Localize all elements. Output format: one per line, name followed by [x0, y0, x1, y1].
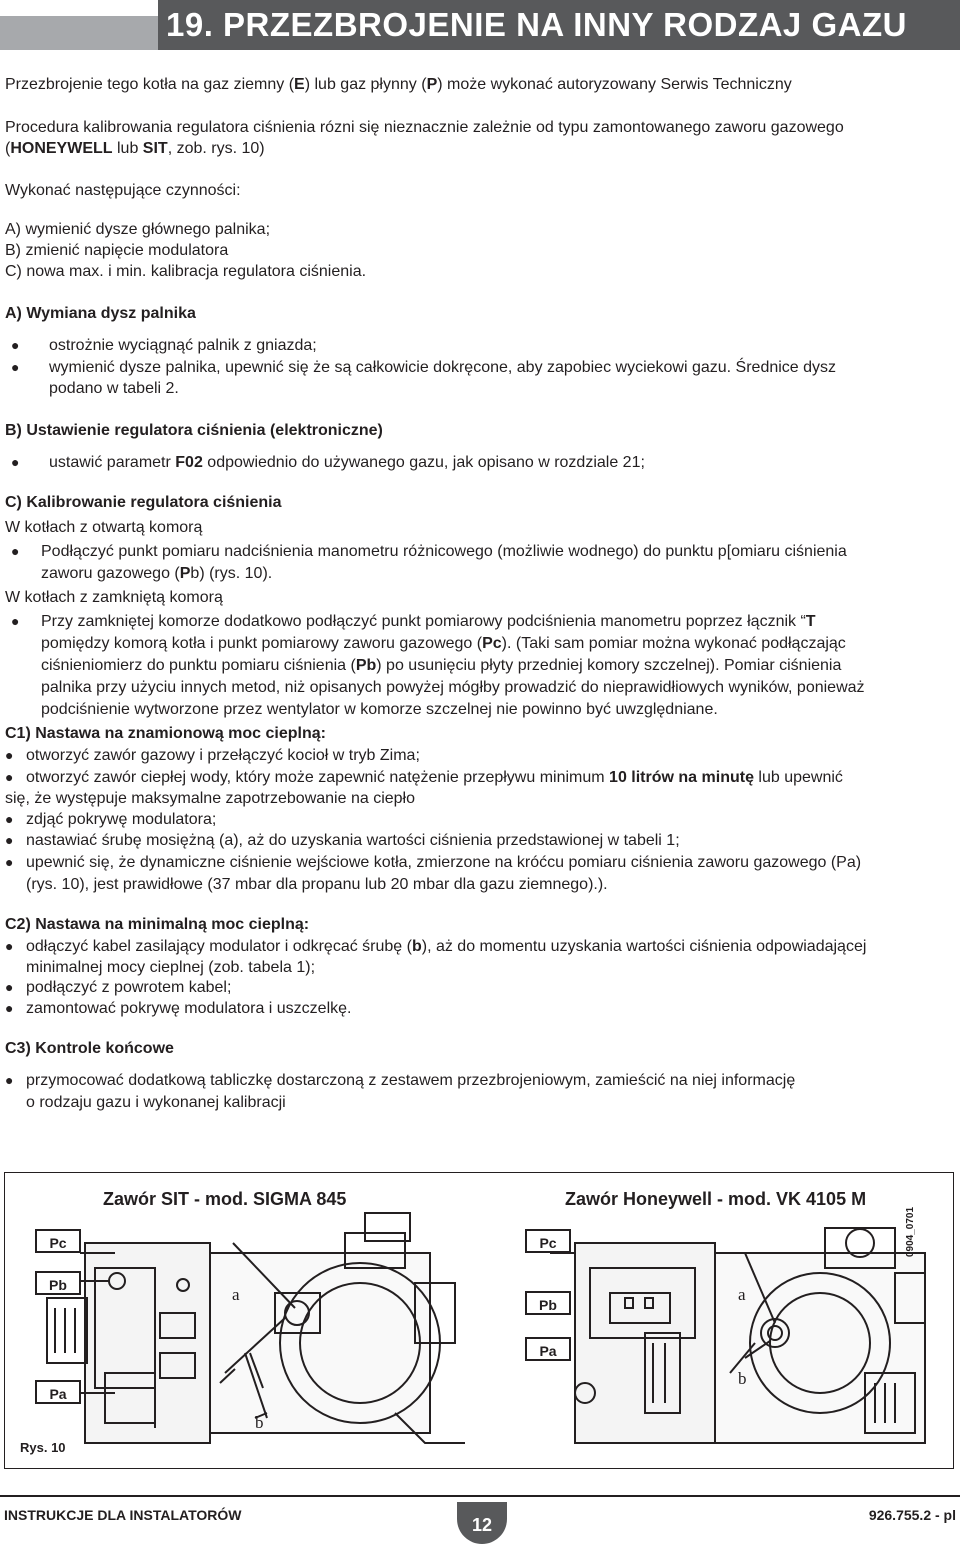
section-c1-bullet-3: zdjąć pokrywę modulatora; [26, 811, 217, 828]
bullet-icon: ● [5, 811, 14, 827]
figure-title-sit: Zawór SIT - mod. SIGMA 845 [103, 1189, 347, 1209]
section-c2-bullet-1-line-2: minimalnej mocy cieplnej (zob. tabela 1); [26, 959, 316, 976]
bullet-icon: ● [5, 938, 14, 954]
bullet-icon: ● [11, 543, 20, 559]
section-a-heading: A) Wymiana dysz palnika [5, 305, 196, 322]
label-pc-honeywell: Pc [525, 1229, 571, 1253]
section-c1-bullet-1: otworzyć zawór gazowy i przełączyć kocioł w tryb Zima; [26, 747, 420, 764]
section-a-bullet-1: ostrożnie wyciągnąć palnik z gniazda; [49, 337, 317, 354]
closed-chamber-line-3: ciśnieniomierz do punktu pomiaru ciśnienia (Pb) po usunięciu płyty przedniej komory szczelnej). Pomiar ciśnienia [41, 657, 842, 674]
label-pb-honeywell: Pb [525, 1291, 571, 1315]
section-c3-heading: C3) Kontrole końcowe [5, 1040, 174, 1057]
label-a-sit: a [232, 1285, 240, 1304]
bullet-icon: ● [5, 747, 14, 763]
section-c1-heading: C1) Nastawa na znamionową moc cieplną: [5, 725, 326, 742]
bullet-icon: ● [5, 769, 14, 785]
intro-paragraph-2: Procedura kalibrowania regulatora ciśnienia rózni się nieznacznie zależnie od typu zamontowanego zaworu gazowego [5, 119, 844, 136]
footer-left: INSTRUKCJE DLA INSTALATORÓW [4, 1507, 242, 1523]
bullet-icon: ● [11, 454, 20, 470]
closed-chamber-line-1: Przy zamkniętej komorze dodatkowo podłączyć punkt pomiarowy podciśnienia manometru poprzez łącznik “T [41, 613, 816, 630]
bullet-icon: ● [5, 979, 14, 995]
closed-chamber-line-2: pomiędzy komorą kotła i punkt pomiarowy zaworu gazowego (Pc). (Taki sam pomiar można wykonać podłączając [41, 635, 846, 652]
section-c2-bullet-3: zamontować pokrywę modulatora i uszczelkę. [26, 1000, 352, 1017]
section-c2-bullet-2: podłączyć z powrotem kabel; [26, 979, 232, 996]
intro-list-item-a: A) wymienić dysze głównego palnika; [5, 221, 271, 238]
label-b-honeywell: b [738, 1369, 747, 1388]
label-pb-sit: Pb [35, 1271, 81, 1295]
bullet-icon: ● [11, 337, 20, 353]
bullet-icon: ● [5, 1072, 14, 1088]
intro-paragraph-3: Wykonać następujące czynności: [5, 182, 241, 199]
bullet-icon: ● [11, 359, 20, 375]
label-b-sit: b [255, 1413, 264, 1432]
intro-paragraph-1: Przezbrojenie tego kotła na gaz ziemny (E) lub gaz płynny (P) może wykonać autoryzowany Serwis Techniczny [5, 76, 792, 93]
section-a-bullet-2-line-2: podano w tabeli 2. [49, 380, 179, 397]
section-c1-bullet-5: upewnić się, że dynamiczne ciśnienie wejściowe kotła, zmierzone na króćcu pomiaru ciśnienia zaworu gazowego (Pa) [26, 854, 862, 871]
figure-caption: Rys. 10 [20, 1440, 66, 1455]
intro-list-item-b: B) zmienić napięcie modulatora [5, 242, 229, 259]
open-chamber-label: W kotłach z otwartą komorą [5, 519, 203, 536]
header-bar [0, 0, 960, 50]
section-c1-bullet-2: otworzyć zawór ciepłej wody, który może zapewnić natężenie przepływu minimum 10 litrów na minutę lub upewnić [26, 769, 843, 786]
section-c1-bullet-5-line-2: (rys. 10), jest prawidłowe (37 mbar dla propanu lub 20 mbar dla gazu ziemnego).). [26, 876, 608, 893]
footer-rule [0, 1495, 960, 1497]
section-a-bullet-2: wymienić dysze palnika, upewnić się że są całkowicie dokręcone, aby zapobiec wyciekowi gazu. Średnice dysz [49, 359, 837, 376]
section-c3-bullet-1: przymocować dodatkową tabliczkę dostarczoną z zestawem przezbrojeniowym, zamieścić na niej informację [26, 1072, 796, 1089]
footer-right: 926.755.2 - pl [868, 1507, 956, 1523]
label-a-honeywell: a [738, 1285, 746, 1304]
page-title: 19. PRZEZBROJENIE NA INNY RODZAJ GAZU [166, 6, 907, 43]
section-c2-heading: C2) Nastawa na minimalną moc cieplną: [5, 916, 310, 933]
label-pc-sit: Pc [35, 1229, 81, 1253]
bullet-icon: ● [5, 832, 14, 848]
section-c1-bullet-4: nastawiać śrubę mosiężną (a), aż do uzyskania wartości ciśnienia przedstawionej w tabeli 1; [26, 832, 680, 849]
intro-paragraph-2-line-2: (HONEYWELL lub SIT, zob. rys. 10) [5, 140, 265, 157]
bullet-icon: ● [5, 854, 14, 870]
section-b-heading: B) Ustawienie regulatora ciśnienia (elektroniczne) [5, 422, 383, 439]
figure-code: 0904_0701 [905, 1206, 916, 1257]
open-chamber-bullet: Podłączyć punkt pomiaru nadciśnienia manometru różnicowego (możliwie wodnego) do punktu p[omiaru ciśnienia [41, 543, 847, 560]
label-pa-honeywell: Pa [525, 1337, 571, 1361]
figure-box [4, 1172, 954, 1469]
sit-valve-drawing [5, 1173, 953, 1468]
section-c2-bullet-1: odłączyć kabel zasilający modulator i odkręcać śrubę (b), aż do momentu uzyskania wartości ciśnienia odpowiadającej [26, 938, 867, 955]
figure-title-honeywell: Zawór Honeywell - mod. VK 4105 M [565, 1189, 867, 1209]
page-number: 12 [457, 1502, 507, 1544]
open-chamber-bullet-line-2: zaworu gazowego (Pb) (rys. 10). [41, 565, 273, 582]
section-c-heading: C) Kalibrowanie regulatora ciśnienia [5, 494, 282, 511]
section-c3-bullet-1-line-2: o rodzaju gazu i wykonanej kalibracji [26, 1094, 286, 1111]
bullet-icon: ● [5, 1000, 14, 1016]
section-b-bullet: ustawić parametr F02 odpowiednio do używanego gazu, jak opisano w rozdziale 21; [49, 454, 645, 471]
closed-chamber-line-5: podciśnienie wytworzone przez wentylator w komorze szczelnej nie powinno być uwzględniane. [41, 701, 718, 718]
section-c1-bullet-2-line-2: się, że występuje maksymalne zapotrzebowanie na ciepło [5, 790, 415, 807]
closed-chamber-label: W kotłach z zamkniętą komorą [5, 589, 223, 606]
label-pa-sit: Pa [35, 1380, 81, 1404]
intro-list-item-c: C) nowa max. i min. kalibracja regulatora ciśnienia. [5, 263, 367, 280]
closed-chamber-line-4: palnika przy użyciu innych metod, niż opisanych powyżej mógłby prowadzić do nieprawidłiowych wyników, ponieważ [41, 679, 865, 696]
bullet-icon: ● [11, 613, 20, 629]
